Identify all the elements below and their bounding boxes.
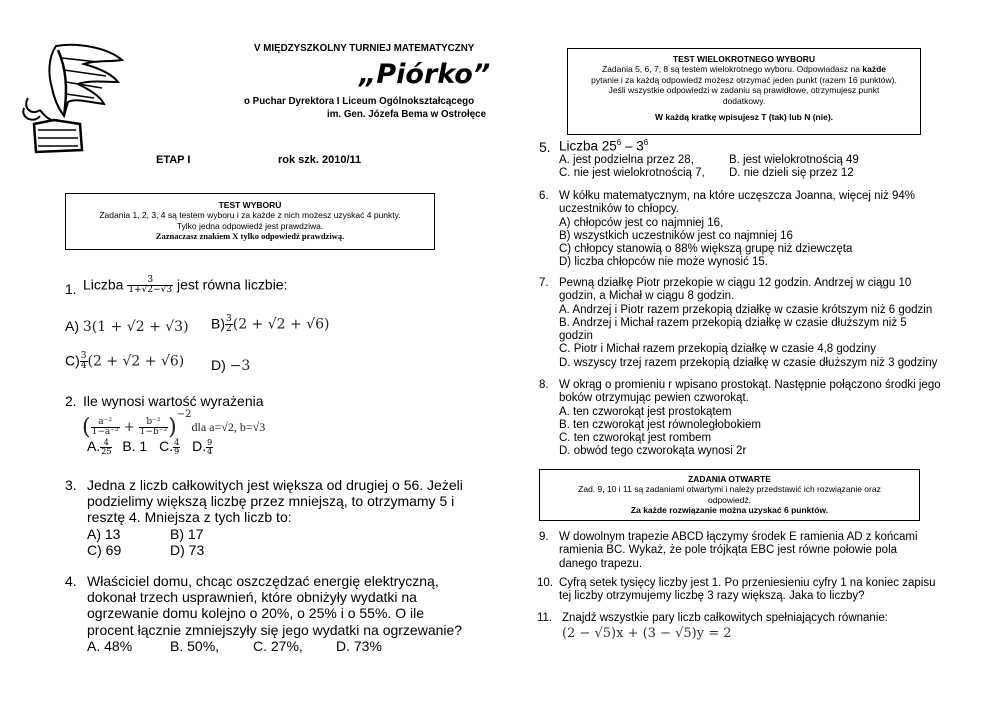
box-title: ZADANIA OTWARTE (688, 474, 771, 484)
box-line: Zad. 9, 10 i 11 są zadaniami otwartymi i należy przedstawić ich rozwiązanie oraz (578, 484, 881, 494)
question-number: 4. (65, 573, 77, 589)
answer-a: A) 3(1 + √2 + √3) (65, 318, 189, 335)
question-2-expression: ( $\frac{\text{a⁻²}}{\text{1−a⁻²}}$ + $\frac{\text{b⁻²}}{\text{1−b⁻²}}$ )$^{-2}$dla a=√2, b=√3 (82, 409, 266, 440)
box-title: TEST WYBORU (218, 200, 282, 210)
quill-logo (18, 38, 128, 158)
question-number: 7. (539, 277, 549, 289)
answer-c: C) $\frac{3}{4}$ (2 + √2 + √6) (65, 351, 185, 371)
question-number: 2. (65, 393, 77, 409)
box-line: pytanie i za każdą odpowiedź możesz otrzymać jeden punkt (razem 16 punktów). (591, 74, 897, 85)
box-line: odpowiedź. (707, 494, 751, 505)
stage-label: ETAP I (156, 154, 191, 166)
question-11: Znajdź wszystkie pary liczb całkowitych spełniających równanie: (2 − √5)x + (3 − √5)y = 2 (562, 612, 888, 642)
question-number: 3. (65, 477, 77, 493)
answer-b: B) $\frac{3}{2}$ (2 + √2 + √6) (211, 314, 330, 334)
question-3: Jedna z liczb całkowitych jest większa od drugiej o 56. Jeżeli podzielimy większą liczbę przez mniejszą, to otrzymamy 5 i resztę 4. Mniejsza z tych liczb to: A) 13 B) 17 C) 69 D) 73 (87, 477, 463, 558)
question-text: Liczba (83, 276, 124, 293)
question-number: 10. (537, 577, 553, 589)
question-number: 1. (65, 281, 77, 297)
subtitle-1: o Puchar Dyrektora I Liceum Ogólnokształcącego (244, 95, 475, 107)
question-4: Właściciel domu, chcąc oszczędzać energię elektryczną, dokonał trzech usprawnień, które obniżyły wydatki na ogrzewanie domu kolejno o 20%, o 25% i o 55%. O ile procent łącznie zmniejszyły się jego wydatki na ogrzewanie? A. 48% B. 50%, C. 27%, D. 73% (87, 573, 463, 654)
question-number: 6. (539, 190, 549, 202)
box-line: Jeśli wszystkie odpowiedzi w zadaniu są prawidłowe, otrzymujesz punkt (608, 85, 880, 95)
box-line: W każdą kratkę wpisujesz T (tak) lub N (nie). (654, 112, 834, 122)
zadania-otwarte-box (539, 469, 920, 521)
question-number: 11. (537, 612, 553, 624)
question-8: W okrąg o promieniu r wpisano prostokąt. Następnie połączono środki jego boków otrzymując pewien czworokąt. A. ten czworokąt jest prostokątem B. ten czworokąt jest równoległobokiem C. ten czworokąt jest rombem D. obwód tego czworokąta wynosi 2r (559, 379, 941, 458)
box-line: Zadania 5, 6, 7, 8 są testem wielokrotnego wyboru. Odpowiadasz na każde (602, 64, 886, 74)
equation: (2 − √5)x + (3 − √5)y = 2 (562, 626, 732, 642)
question-6: W kółku matematycznym, na które uczęszcza Joanna, więcej niż 94% uczestników to chłopcy. A) chłopców jest co najmniej 16, B) wszystkich uczestników jest co najmniej 16 C) chłopcy stanowią o 88% większą grupę niż dziewczęta D) liczba chłopców nie może wynosić 15. (559, 190, 916, 269)
test-wielokrotny-box (567, 48, 921, 135)
test-wyboru-box (65, 193, 435, 250)
tournament-name: V MIĘDZYSZKOLNY TURNIEJ MATEMATYCZNY (254, 42, 475, 54)
box-line: Zadania 1, 2, 3, 4 są testem wyboru i za każde z nich możesz uzyskać 4 punkty. (99, 210, 401, 220)
question-2-text: Ile wynosi wartość wyrażenia (83, 393, 264, 409)
box-title: TEST WIELOKROTNEGO WYBORU (672, 54, 816, 64)
question-number: 5. (539, 139, 551, 155)
question-1 (83, 276, 287, 295)
question-9: W dowolnym trapezie ABCD łączymy środek E ramienia AD z końcami ramienia BC. Wykaż, że pole trójkąta EBC jest równe połowie pola danego trapezu. (559, 531, 918, 570)
box-line: dodatkowy. (722, 95, 766, 106)
fraction: $\frac{3}{1+√2-√3}$ (128, 275, 173, 295)
subtitle-2: im. Gen. Józefa Bema w Ostrołęce (327, 108, 487, 120)
question-number: 8. (539, 379, 549, 391)
question-text: jest równa liczbie: (176, 276, 288, 293)
tournament-title: „Piórko” (359, 59, 491, 90)
answer-d: D) −3 (211, 357, 251, 374)
question-number: 9. (539, 531, 549, 543)
box-line: Tylko jedna odpowiedź jest prawdziwa. (176, 220, 324, 231)
question-7: Pewną działkę Piotr przekopie w ciągu 12 godzin. Andrzej w ciągu 10 godzin, a Michał w ciągu 8 godzin. A. Andrzej i Piotr razem przekopią działkę w czasie krótszym niż 6 godzin B. Andrzej i Michał razem przekopią działkę w czasie dłuższym niż 5 godzin C. Piotr i Michał razem przekopią działkę w czasie 4,8 godziny D. wszyscy trzej razem przekopią działkę w czasie dłuższym niż 3 godziny (559, 277, 938, 369)
box-line: Zaznaczasz znakiem X tylko odpowiedź prawdziwą. (155, 231, 345, 241)
school-year: rok szk. 2010/11 (278, 154, 362, 166)
question-2-answers: A. $\frac{4}{25}$ B. 1 C. $\frac{4}{9}$ D. $\frac{9}{4}$ (87, 437, 213, 456)
question-10: Cyfrą setek tysięcy liczby jest 1. Po przeniesieniu cyfry 1 na koniec zapisu tej liczby otrzymujemy liczbę 3 razy większą. Jaka to liczby? (559, 577, 936, 603)
question-5: Liczba $25^6 - 3^6$ A. jest podzielna przez 28, B. jest wielokrotnością 49 C. nie jest wielokrotnością 7, D. nie dzieli się przez 12 (559, 138, 859, 179)
box-line: Za każde rozwiązanie można uzyskać 6 punktów. (630, 505, 829, 515)
